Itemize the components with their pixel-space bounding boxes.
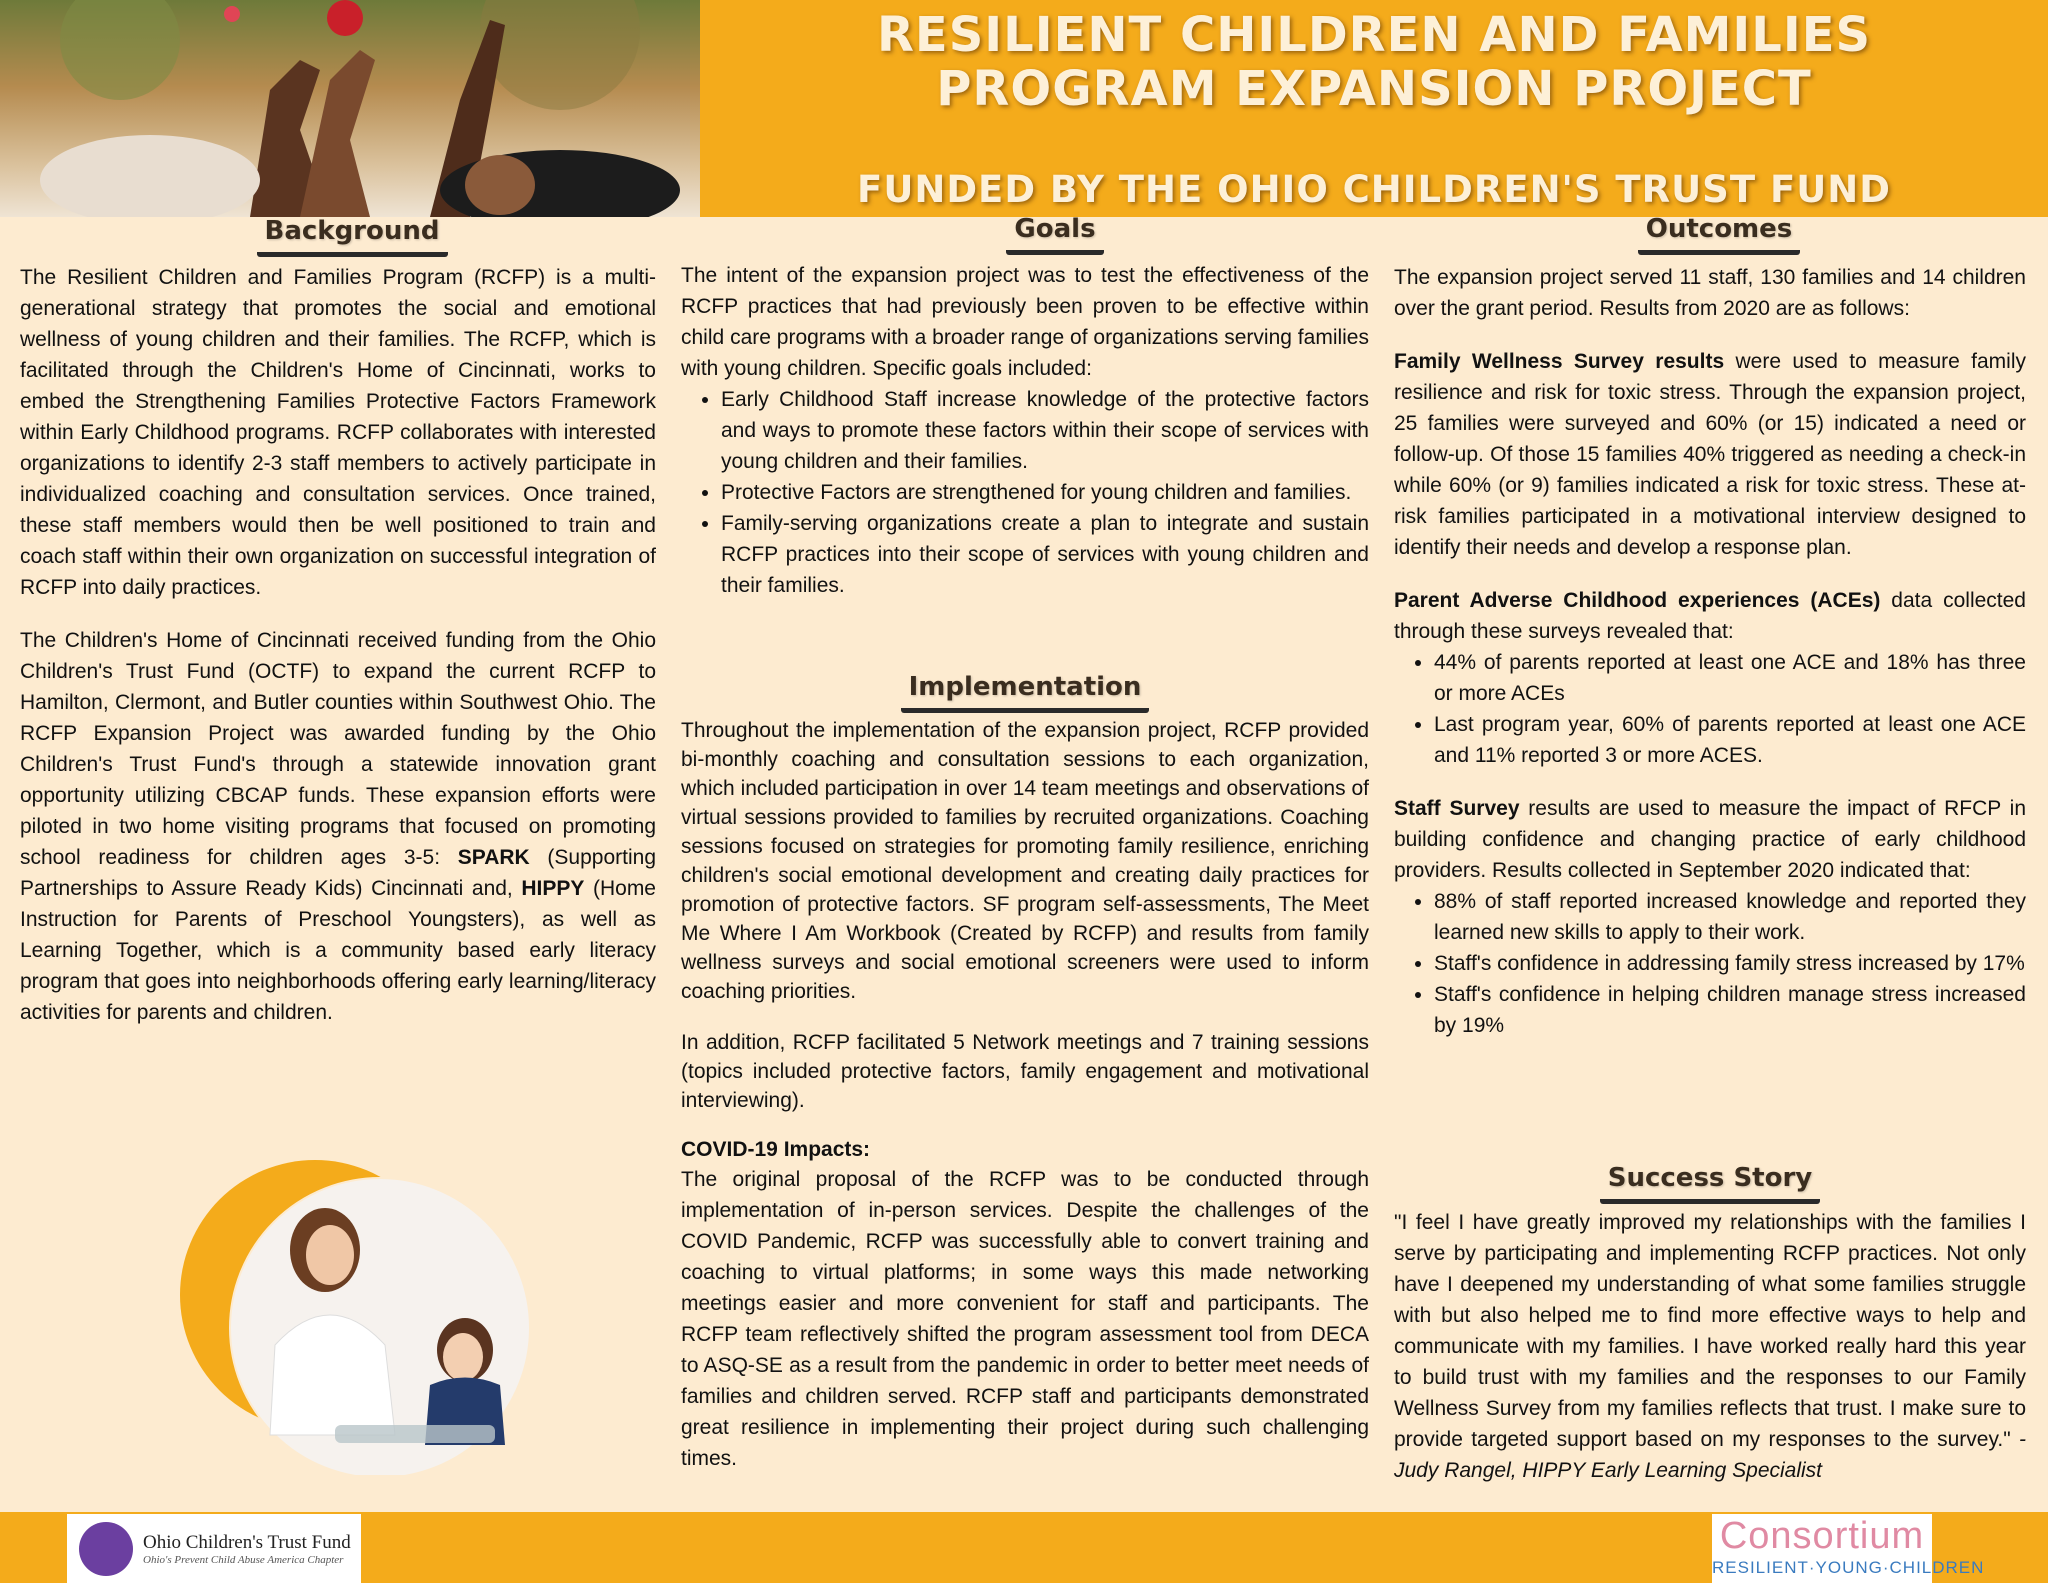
aces-label: Parent Adverse Childhood experiences (ACEs) (1394, 589, 1881, 612)
success-story-section (1394, 1207, 2026, 1508)
family-wellness-paragraph: Family Wellness Survey results were used to measure family resilience and risk for toxic stress. Through the expansion project, 25 families were surveyed and 60% (or 15) indicated a need or follow-up. Of those 15 families 40% triggered as needing a check-in while 60% (or 9) families indicated a risk for toxic stress. These at-risk families participated in a motivational interview designed to identify their needs and develop a response plan. (1394, 350, 2026, 559)
staff-survey-item: • 88% of staff reported increased knowledge and reported they learned new skills to apply to their work. (1434, 886, 2026, 948)
implementation-paragraph-2: In addition, RCFP facilitated 5 Network meetings and 7 training sessions (topics included protective factors, family engagement and motivational interviewing). (681, 1031, 1369, 1112)
goals-item: • Family-serving organizations create a plan to integrate and sustain RCFP practices into their scope of services with young children and their families. (721, 508, 1369, 601)
aces-list (1394, 647, 2026, 771)
goals-item: • Protective Factors are strengthened for young children and families. (721, 477, 1369, 508)
consortium-logo-name: Consortium (1719, 1515, 1925, 1557)
staff-survey-list (1394, 886, 2026, 1041)
covid-impacts-label: COVID-19 Impacts: (681, 1138, 871, 1161)
family-wellness-label: Family Wellness Survey results (1394, 350, 1725, 373)
background-paragraph-1: The Resilient Children and Families Program (RCFP) is a multi-generational strategy that promotes the social and emotional wellness of young children and their families. The RCFP, which is facilitated through the Children's Home of Cincinnati, works to embed the Strengthening Families Protective Factors Framework within Early Childhood programs. RCFP collaborates with interested organizations to identify 2-3 staff members to actively participate in individualized coaching and consultation services. Once trained, these staff members would then be well positioned to train and coach staff within their own organization on successful integration of RCFP into daily practices. (20, 266, 656, 599)
octf-logo-name: Ohio Children's Trust Fund (143, 1531, 351, 1553)
goals-intro: The intent of the expansion project was to test the effectiveness of the RCFP practices that had previously been proven to be effective within child care programs with a broader range of organizations serving families with young children. Specific goals included: (681, 264, 1369, 380)
ohio-childrens-trust-fund-logo (67, 1514, 361, 1583)
octf-emblem-icon (79, 1522, 133, 1576)
goals-list (681, 384, 1369, 601)
covid-impacts-text: The original proposal of the RCFP was to be conducted through implementation of in-person services. Despite the challenges of the COVID Pandemic, RCFP was successfully able to convert training and coaching to virtual platforms; in some ways this made networking meetings easier and more convenient for staff and participants. The RCFP team reflectively shifted the program assessment tool from DECA to ASQ-SE as a result from the pandemic in order to better meet needs of families and children served. RCFP staff and participants demonstrated great resilience in implementing their project during such challenging times. (681, 1168, 1369, 1470)
implementation-section (681, 716, 1369, 1496)
implementation-paragraph-1: Throughout the implementation of the expansion project, RCFP provided bi-monthly coaching and consultation sessions to each organization, which included participation in over 14 team meetings and observations of virtual sessions provided to families by recruited organizations. Coaching sessions focused on strategies for promoting family resilience, enriching children's social emotional development and creating daily practices for promotion of protective factors. SF program self-assessments, The Meet Me Where I Am Workbook (Created by RCFP) and results from family wellness surveys and social emotional screeners were used to inform coaching priorities. (681, 719, 1369, 1003)
poster-title-line2: PROGRAM EXPANSION PROJECT (936, 61, 1812, 117)
outcomes-section (1394, 262, 2026, 1041)
hippy-label: HIPPY (521, 877, 585, 900)
consortium-logo-tagline: RESILIENT·YOUNG·CHILDREN (1712, 1558, 1985, 1577)
aces-item: • Last program year, 60% of parents reported at least one ACE and 11% reported 3 or more ACES. (1434, 709, 2026, 771)
children-lying-image (0, 0, 700, 217)
success-story-heading: Success Story (1394, 1163, 2026, 1204)
poster-title-line1: RESILIENT CHILDREN AND FAMILIES (876, 7, 1872, 63)
staff-survey-paragraph: Staff Survey results are used to measure the impact of RFCP in building confidence and changing practice of early childhood providers. Results collected in September 2020 indicated that: (1394, 797, 2026, 882)
octf-logo-tagline: Ohio's Prevent Child Abuse America Chapter (143, 1553, 344, 1566)
staff-survey-item: • Staff's confidence in helping children manage stress increased by 19% (1434, 979, 2026, 1041)
outcomes-heading: Outcomes (1390, 214, 2048, 255)
mother-child-illustration (165, 1145, 545, 1475)
poster-subtitle: FUNDED BY THE OHIO CHILDREN'S TRUST FUND (857, 168, 1891, 211)
consortium-logo (1712, 1514, 1985, 1583)
success-story-attribution: - Judy Rangel, HIPPY Early Learning Specialist (1394, 1428, 2027, 1482)
success-story-quote: "I feel I have greatly improved my relationships with the families I serve by participating and implementing RCFP practices. Not only have I deepened my understanding of what some families struggle with but also helped me to find more effective ways to help and communicate with my families. I have worked really hard this year to build trust with my families and the responses to our Family Wellness Survey from my families reflects that trust. I make sure to provide targeted support based on my responses to the survey." - Judy Rangel, HIPPY Early Learning Specialist (1394, 1211, 2027, 1482)
background-paragraph-2: The Children's Home of Cincinnati received funding from the Ohio Children's Trust Fund (OCTF) to expand the current RCFP to Hamilton, Clermont, and Butler counties within Southwest Ohio. The RCFP Expansion Project was awarded funding by the Ohio Children's Trust Fund's through a statewide innovation grant opportunity utilizing CBCAP funds. These expansion efforts were piloted in two home visiting programs that focused on promoting school readiness for children ages 3-5: SPARK (Supporting Partnerships to Assure Ready Kids) Cincinnati and, HIPPY (Home Instruction for Parents of Preschool Youngsters), as well as Learning Together, which is a community based early literacy program that goes into neighborhoods offering early learning/literacy activities for parents and children. (20, 629, 656, 1024)
goals-item: • Early Childhood Staff increase knowledge of the protective factors and ways to promote these factors within their scope of services with young children and their families. (721, 384, 1369, 477)
implementation-heading: Implementation (681, 672, 1369, 713)
staff-survey-label: Staff Survey (1394, 797, 1520, 820)
aces-item: • 44% of parents reported at least one ACE and 18% has three or more ACEs (1434, 647, 2026, 709)
goals-heading: Goals (680, 214, 1430, 255)
aces-paragraph: Parent Adverse Childhood experiences (ACEs) data collected through these surveys revealed that: (1394, 589, 2026, 643)
staff-survey-item: • Staff's confidence in addressing family stress increased by 17% (1434, 948, 2026, 979)
spark-label: SPARK (457, 846, 530, 869)
outcomes-intro: The expansion project served 11 staff, 130 families and 14 children over the grant period. Results from 2020 are as follows: (1394, 266, 2026, 320)
header-photo-children (0, 0, 700, 217)
background-section (20, 262, 656, 1050)
background-heading: Background (20, 216, 684, 257)
goals-section (681, 260, 1369, 601)
